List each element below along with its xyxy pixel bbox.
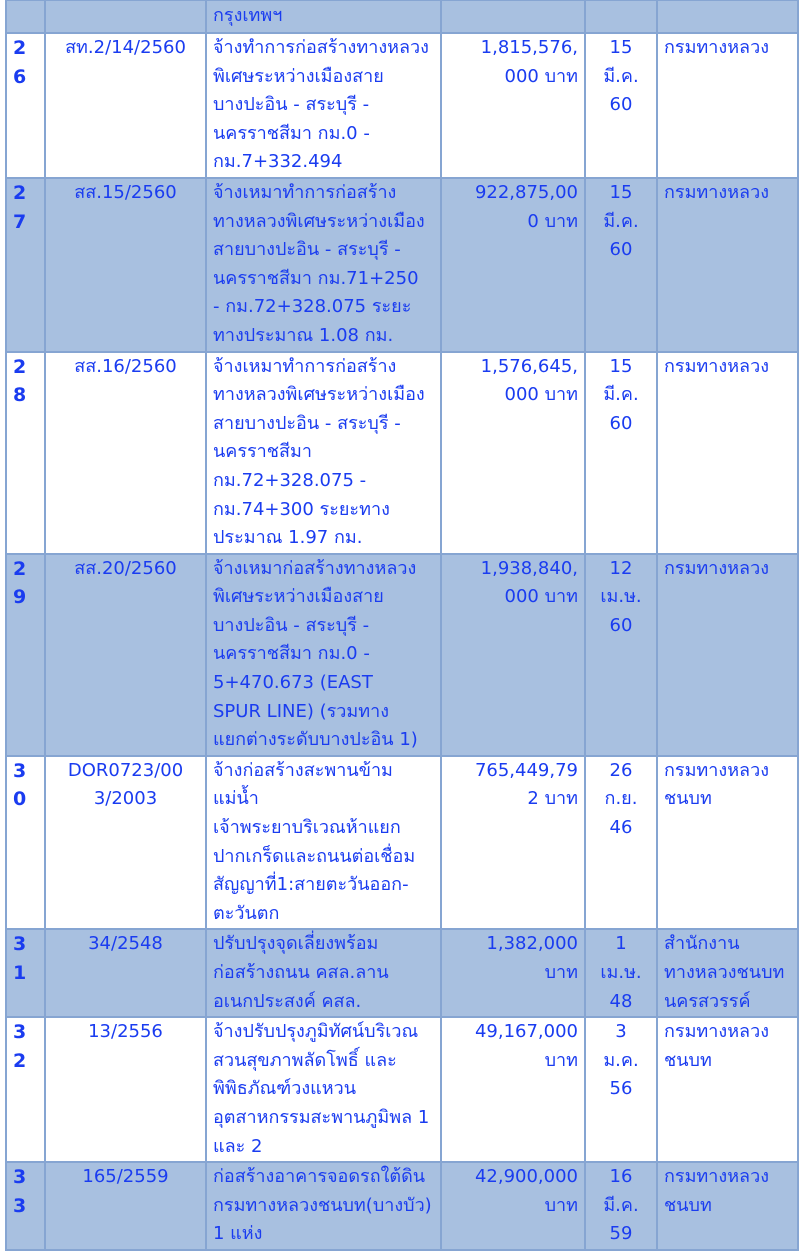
- cell-agency-line: สำนักงาน: [664, 933, 740, 955]
- cell-amount-line: 765,449,79: [474, 759, 578, 781]
- cell-contract: [45, 352, 206, 554]
- cell-agency: [657, 178, 798, 352]
- cell-agency-line: กรมทางหลวง: [664, 1021, 769, 1043]
- cell-description-line: นครราชสีมา กม.71+250: [213, 267, 419, 289]
- cell-amount: [441, 1017, 585, 1162]
- cell-date-line: 60: [609, 239, 633, 261]
- contracts-table: [5, 0, 799, 1251]
- cell-date: [585, 0, 657, 33]
- cell-agency-line: กรมทางหลวง: [664, 355, 769, 377]
- cell-agency-line: ชนบท: [664, 1049, 712, 1071]
- cell-agency-line: กรมทางหลวง: [664, 37, 769, 58]
- cell-no: [6, 33, 45, 178]
- cell-agency-line: กรมทางหลวง: [664, 759, 769, 781]
- table-row-continued: [6, 0, 798, 33]
- cell-contract-line: สส.15/2560: [74, 181, 177, 203]
- cell-agency-line: ทางหลวงชนบท: [664, 962, 785, 983]
- cell-description-line: กม.7+332.494: [213, 151, 343, 173]
- cell-date-line: 48: [609, 990, 633, 1012]
- cell-date: [585, 352, 657, 554]
- cell-contract-line: สส.20/2560: [74, 557, 177, 579]
- cell-no: [6, 554, 45, 756]
- cell-no-line: 2: [13, 355, 27, 378]
- cell-date-line: เม.ษ.: [600, 586, 642, 608]
- cell-description-line: พิเศษระหว่างเมืองสาย: [213, 586, 384, 608]
- cell-description-line: นครราชสีมา กม.0 -: [213, 122, 370, 144]
- cell-description-line: บางปะอิน - สระบุรี -: [213, 614, 370, 636]
- cell-agency: [657, 33, 798, 178]
- cell-date: [585, 33, 657, 178]
- cell-no: [6, 1017, 45, 1162]
- cell-description: [206, 554, 441, 756]
- cell-date-line: 46: [609, 817, 633, 839]
- cell-contract: [45, 33, 206, 178]
- cell-amount-line: 2 บาท: [527, 788, 578, 810]
- cell-description-line: นครราชสีมา กม.0 -: [213, 643, 370, 665]
- cell-description: [206, 1017, 441, 1162]
- cell-description-line: ทางหลวงพิเศษระหว่างเมือง: [213, 384, 425, 406]
- cell-contract-line: สส.16/2560: [74, 355, 177, 377]
- table-row: [6, 352, 798, 554]
- cell-agency-line: กรมทางหลวง: [664, 181, 769, 203]
- cell-no-line: 2: [13, 557, 27, 580]
- cell-amount-line: 000 บาท: [504, 586, 578, 608]
- cell-no-line: 3: [13, 933, 27, 956]
- cell-contract-line: 3/2003: [93, 788, 158, 810]
- cell-no: [6, 756, 45, 930]
- table-row: [6, 1017, 798, 1162]
- table-row: [6, 1162, 798, 1250]
- cell-contract: [45, 1017, 206, 1162]
- cell-no-line: 6: [13, 65, 27, 88]
- cell-description-line: สายบางปะอิน - สระบุรี -: [213, 412, 401, 434]
- cell-date-line: 60: [609, 614, 633, 636]
- cell-description-line: และ 2: [213, 1135, 263, 1157]
- cell-date-line: เม.ษ.: [600, 962, 642, 983]
- cell-date-line: 15: [609, 355, 633, 377]
- cell-description-line: 5+470.673 (EAST: [213, 672, 373, 694]
- cell-description-line: แยกต่างระดับบางปะอิน 1): [213, 729, 418, 751]
- cell-no-line: 0: [13, 788, 27, 811]
- cell-description-line: สัญญาที่1:สายตะวันออก-: [213, 874, 409, 896]
- cell-amount-line: 000 บาท: [504, 384, 578, 406]
- cell-no: [6, 352, 45, 554]
- cell-description-line: กม.72+328.075 -: [213, 469, 367, 491]
- cell-no-line: 7: [13, 210, 27, 233]
- cell-description: [206, 352, 441, 554]
- cell-contract-line: สท.2/14/2560: [65, 37, 186, 58]
- cell-amount-line: บาท: [544, 962, 578, 983]
- cell-amount: [441, 756, 585, 930]
- cell-no: [6, 929, 45, 1017]
- table-row: [6, 929, 798, 1017]
- cell-no-line: 2: [13, 181, 27, 204]
- cell-amount: [441, 33, 585, 178]
- cell-description-line: เจ้าพระยาบริเวณห้าแยก: [213, 817, 401, 839]
- cell-contract: [45, 178, 206, 352]
- cell-no-line: 9: [13, 586, 27, 609]
- cell-description-line: ตะวันตก: [213, 902, 280, 924]
- cell-date-line: 1: [615, 933, 627, 955]
- cell-amount-line: 1,382,000: [486, 933, 578, 955]
- cell-date: [585, 178, 657, 352]
- cell-description-line: บางปะอิน - สระบุรี -: [213, 94, 370, 116]
- cell-amount-line: บาท: [544, 1049, 578, 1071]
- cell-description: [206, 929, 441, 1017]
- cell-amount: [441, 352, 585, 554]
- cell-amount-line: 922,875,00: [474, 181, 578, 203]
- cell-description-line: - กม.72+328.075 ระยะ: [213, 296, 412, 318]
- cell-amount-line: บาท: [544, 1194, 578, 1216]
- table-row: [6, 178, 798, 352]
- cell-description-line: นครราชสีมา: [213, 441, 312, 463]
- cell-agency-line: นครสวรรค์: [664, 990, 751, 1012]
- cell-description-line: อุตสาหกรรมสะพานภูมิพล 1: [213, 1106, 430, 1128]
- cell-date: [585, 929, 657, 1017]
- cell-agency: [657, 1162, 798, 1250]
- cell-contract: [45, 756, 206, 930]
- cell-description-line: SPUR LINE) (รวมทาง: [213, 700, 390, 722]
- cell-contract-line: 34/2548: [88, 933, 163, 955]
- cell-description: กรุงเทพฯ: [206, 0, 441, 33]
- cell-description-line: ก่อสร้างถนน คสล.ลาน: [213, 962, 389, 983]
- cell-description-line: จ้างก่อสร้างสะพานข้ามแม่น้ำ: [213, 759, 393, 810]
- table-body: [6, 33, 798, 1250]
- cell-description: [206, 178, 441, 352]
- cell-amount: [441, 1162, 585, 1250]
- cell-date-line: ก.ย.: [604, 788, 638, 810]
- cell-agency-line: ชนบท: [664, 1194, 712, 1216]
- cell-amount-line: 49,167,000: [474, 1021, 578, 1043]
- cell-date-line: มี.ค.: [603, 65, 639, 87]
- cell-description-line: กม.74+300 ระยะทาง: [213, 498, 390, 520]
- cell-no-line: 2: [13, 37, 27, 59]
- cell-no-line: 2: [13, 1049, 27, 1072]
- cell-contract: [45, 0, 206, 33]
- cell-contract-line: 165/2559: [82, 1166, 169, 1188]
- cell-description: [206, 1162, 441, 1250]
- cell-description-line: สายบางปะอิน - สระบุรี -: [213, 239, 401, 261]
- cell-date-line: มี.ค.: [603, 210, 639, 232]
- cell-no-line: 1: [13, 962, 27, 984]
- cell-contract-line: 13/2556: [88, 1021, 163, 1043]
- cell-date-line: ม.ค.: [603, 1049, 639, 1071]
- cell-date-line: 16: [609, 1166, 633, 1188]
- cell-amount-line: 0 บาท: [527, 210, 578, 232]
- cell-description-line: ปากเกร็ดและถนนต่อเชื่อม: [213, 845, 416, 867]
- cell-description-line: 1 แห่ง: [213, 1223, 263, 1245]
- cell-contract: [45, 1162, 206, 1250]
- cell-agency: [657, 756, 798, 930]
- cell-agency: [657, 1017, 798, 1162]
- cell-date-line: มี.ค.: [603, 1194, 639, 1216]
- cell-agency: [657, 352, 798, 554]
- cell-description-line: ทางประมาณ 1.08 กม.: [213, 324, 394, 346]
- cell-no-line: 8: [13, 384, 27, 407]
- cell-description-line: ทางหลวงพิเศษระหว่างเมือง: [213, 210, 425, 232]
- cell-amount-line: 000 บาท: [504, 65, 578, 87]
- table-row: [6, 554, 798, 756]
- cell-no: [6, 178, 45, 352]
- cell-no-line: 3: [13, 1194, 27, 1217]
- cell-date-line: 60: [609, 412, 633, 434]
- cell-amount: [441, 178, 585, 352]
- cell-amount: [441, 929, 585, 1017]
- cell-amount: [441, 0, 585, 33]
- cell-date-line: 26: [609, 759, 633, 781]
- table-row: [6, 33, 798, 178]
- cell-amount-line: 1,576,645,: [480, 355, 578, 377]
- cell-date-line: 60: [609, 94, 633, 116]
- cell-description-line: จ้างเหมาทำการก่อสร้าง: [213, 181, 397, 203]
- cell-description: [206, 756, 441, 930]
- cell-date-line: 3: [615, 1021, 627, 1043]
- cell-contract: [45, 554, 206, 756]
- cell-agency: [657, 554, 798, 756]
- cell-description-line: สวนสุขภาพลัดโพธิ์ และ: [213, 1049, 397, 1071]
- cell-date: [585, 1017, 657, 1162]
- cell-agency: [657, 929, 798, 1017]
- cell-date: [585, 1162, 657, 1250]
- cell-date-line: 12: [609, 557, 633, 579]
- cell-description-line: จ้างเหมาก่อสร้างทางหลวง: [213, 557, 417, 579]
- cell-date-line: 59: [609, 1223, 633, 1245]
- cell-agency-line: กรมทางหลวง: [664, 1166, 769, 1188]
- cell-contract-line: DOR0723/00: [67, 759, 184, 781]
- cell-description-line: จ้างปรับปรุงภูมิทัศน์บริเวณ: [213, 1021, 419, 1043]
- cell-no-line: 3: [13, 1021, 27, 1044]
- cell-no-line: 3: [13, 1166, 27, 1189]
- cell-description-line: จ้างเหมาทำการก่อสร้าง: [213, 355, 397, 377]
- cell-amount-line: 42,900,000: [474, 1166, 578, 1188]
- cell-description-line: อเนกประสงค์ คสล.: [213, 990, 362, 1012]
- cell-date: [585, 554, 657, 756]
- cell-date-line: 15: [609, 37, 633, 58]
- cell-description-line: ประมาณ 1.97 กม.: [213, 527, 363, 549]
- cell-amount: [441, 554, 585, 756]
- cell-description-line: ปรับปรุงจุดเลี่ยงพร้อม: [213, 933, 379, 955]
- cell-no: [6, 0, 45, 33]
- cell-description-line: พิเศษระหว่างเมืองสาย: [213, 65, 384, 87]
- cell-description: [206, 33, 441, 178]
- cell-no: [6, 1162, 45, 1250]
- table-row: [6, 756, 798, 930]
- cell-description-line: พิพิธภัณฑ์วงแหวน: [213, 1078, 356, 1100]
- cell-description-line: ก่อสร้างอาคารจอดรถใต้ดิน: [213, 1166, 426, 1188]
- cell-amount-line: 1,938,840,: [480, 557, 578, 579]
- cell-no-line: 3: [13, 759, 27, 782]
- cell-date-line: มี.ค.: [603, 384, 639, 406]
- cell-amount-line: 1,815,576,: [480, 37, 578, 58]
- cell-date: [585, 756, 657, 930]
- cell-agency: [657, 0, 798, 33]
- cell-description-line: จ้างทำการก่อสร้างทางหลวง: [213, 37, 429, 58]
- cell-date-line: 15: [609, 181, 633, 203]
- cell-agency-line: ชนบท: [664, 788, 712, 810]
- cell-contract: [45, 929, 206, 1017]
- cell-date-line: 56: [609, 1078, 633, 1100]
- cell-agency-line: กรมทางหลวง: [664, 557, 769, 579]
- cell-description-line: กรมทางหลวงชนบท(บางบัว): [213, 1194, 432, 1216]
